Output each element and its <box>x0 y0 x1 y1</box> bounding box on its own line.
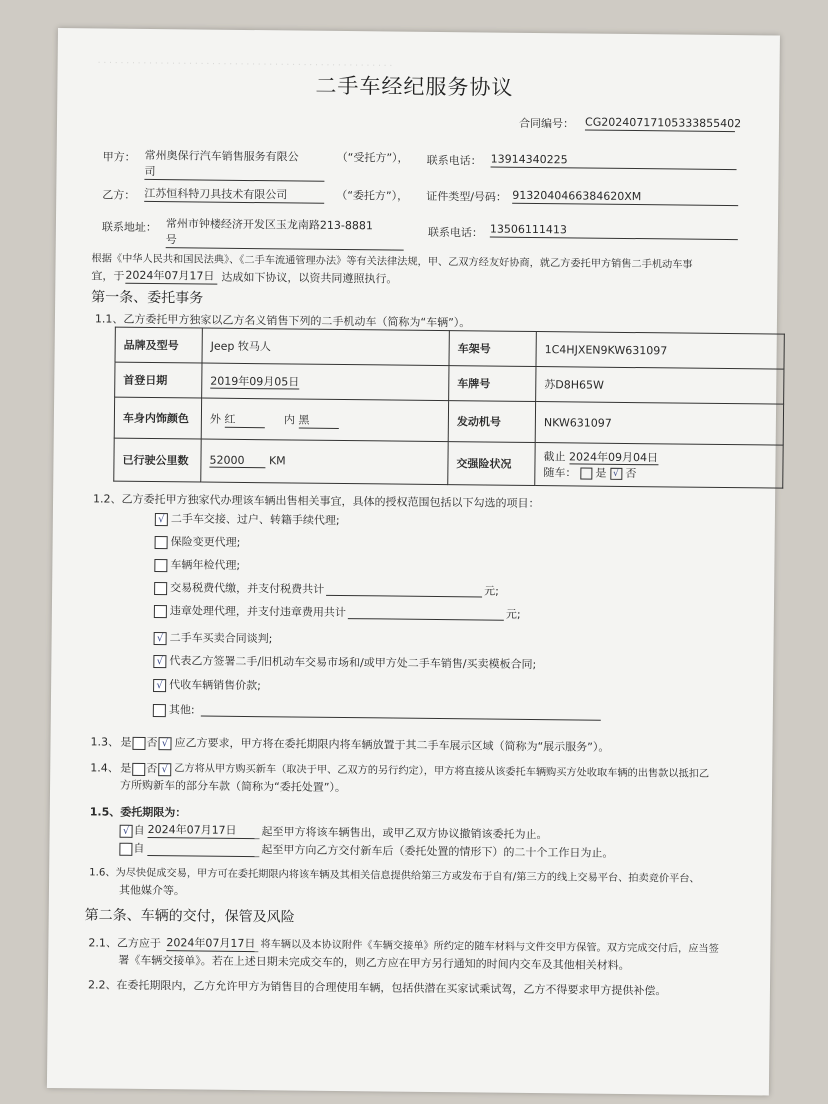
violation-amount-line[interactable] <box>348 618 504 621</box>
option-label-negotiation: 二手车买卖合同谈判; <box>169 631 273 646</box>
preamble-line2-post: 达成如下协议，以资共同遵照执行。 <box>221 270 398 286</box>
term-b-date-line[interactable] <box>147 855 259 857</box>
mileage-label: 已行驶公里数 <box>114 438 201 482</box>
option-label-insurance: 保险变更代理; <box>170 535 241 549</box>
clause-2-1-line2: 署《车辆交接单》。若在上述日期未完成交车的，则乙方应在甲方另行通知的时间内交车及其他相关材料。 <box>118 953 630 973</box>
insurance-label: 交强险状况 <box>448 442 535 486</box>
vin-label: 车架号 <box>449 331 536 367</box>
option-checkbox-insurance[interactable] <box>155 536 168 549</box>
party-b-phone-label: 联系电话： <box>427 225 483 240</box>
clause-1-3-yes-checkbox[interactable] <box>132 737 145 750</box>
clause-1-6-line2: 其他媒介等。 <box>118 883 186 898</box>
tax-amount-line[interactable] <box>326 595 482 598</box>
party-b-address-label: 联系地址： <box>101 220 157 235</box>
contract-no-value: CG20240717105333855402 <box>584 115 742 131</box>
clause-1-3-no: 否 <box>146 735 158 750</box>
term-b-text: 起至甲方向乙方交付新车后（委托处置的情形下）的二十个工作日为止。 <box>261 843 614 860</box>
option-label-other: 其他: <box>168 703 195 717</box>
clause-1-4-yes-checkbox[interactable] <box>132 763 145 776</box>
party-b-role: （“委托方”）， <box>336 188 409 203</box>
table-row <box>114 438 783 488</box>
party-b-id-label: 证件类型/号码： <box>426 189 508 204</box>
party-b-phone: 13506111413 <box>490 223 738 241</box>
table-row <box>114 397 783 445</box>
clause-1-4-no-checkbox[interactable]: √ <box>158 763 171 776</box>
clause-1-3-number: 1.3、 <box>90 735 120 749</box>
bleed-through-text: · · · · · · · · · · · · · · · · · · · · · · · · · · · · · · · · · · · · · · · · · · · · · · · · · · · · <box>97 58 393 72</box>
brand-label: 品牌及型号 <box>115 327 202 363</box>
vehicle-info-table <box>113 327 785 489</box>
clause-1-4-line2: 方所购新车的部分车款（简称为“委托处置”）。 <box>120 778 347 795</box>
clause-2-2: 2.2、在委托期限内，乙方允许甲方为销售目的合理使用车辆，包括供潜在买家试乘试驾，乙方不得要求甲方提供补偿。 <box>87 978 667 998</box>
option-label-inspection: 车辆年检代理; <box>170 558 241 572</box>
party-a-phone: 13914340225 <box>491 153 737 171</box>
engine-value: NKW631097 <box>535 402 783 446</box>
clause-1-3-no-checkbox[interactable]: √ <box>158 737 171 750</box>
clause-1-4-number: 1.4、 <box>90 761 119 775</box>
other-line[interactable] <box>201 716 601 721</box>
term-a-date: 2024年07月17日 <box>148 823 260 839</box>
mileage-value: 52000 <box>209 454 265 469</box>
option-suffix-violation: 元; <box>505 607 521 621</box>
interior-label: 内 <box>283 412 295 427</box>
option-checkbox-tax[interactable] <box>154 582 167 595</box>
clause-2-1-date: 2024年07月17日 <box>166 936 258 952</box>
party-b-address-line1: 常州市钟楼经济开发区玉龙南路213-8881 <box>165 217 373 233</box>
clause-1-4-line1: 乙方将从甲方购买新车（取决于甲、乙双方的另行约定），甲方将直接从该委托车辆购买方处收取车辆的出售款以抵扣乙 <box>174 763 710 780</box>
option-label-tax: 交易税费代缴，并支付税费共计 <box>170 581 325 596</box>
term-a-text: 起至甲方将该车辆售出，或甲乙双方协议撤销该委托为止。 <box>261 825 548 842</box>
option-checkbox-collect[interactable]: √ <box>153 679 166 692</box>
reg-date-label: 首登日期 <box>115 362 202 398</box>
mileage-unit: KM <box>268 454 286 468</box>
term-a-pre: 自 <box>133 823 145 837</box>
party-a-phone-label: 联系电话： <box>426 153 482 168</box>
contract-no-label: 合同编号： <box>518 116 575 131</box>
term-a-checkbox[interactable]: √ <box>120 825 133 838</box>
engine-label: 发动机号 <box>448 401 535 443</box>
preamble-line2-pre: 宜，于 <box>91 269 125 283</box>
party-b-name: 江苏恒科特刀具技术有限公司 <box>144 187 324 204</box>
with-car-yes-label: 是 <box>595 466 607 480</box>
with-car-label: 随车： <box>543 466 577 480</box>
insurance-date: 2024年09月04日 <box>568 450 659 465</box>
option-suffix-tax: 元; <box>484 584 499 598</box>
clause-1-4-no: 否 <box>146 761 158 776</box>
exterior-label: 外 <box>209 412 221 426</box>
option-label-collect: 代收车辆销售价款; <box>169 678 261 693</box>
reg-date-cell <box>202 363 449 401</box>
clause-1-4-yes: 是 <box>120 761 132 775</box>
option-checkbox-inspection[interactable] <box>154 559 167 572</box>
clause-2-1-pre: 2.1、乙方应于 <box>88 936 161 951</box>
insurance-pre: 截止 <box>543 450 566 464</box>
option-label-sign: 代表乙方签署二手/旧机动车交易市场和/或甲方处二手车销售/买卖模板合同; <box>169 654 537 672</box>
insurance-cell <box>535 443 783 489</box>
brand-value: Jeep 牧马人 <box>202 328 449 366</box>
party-b-id-value: 9132040466384620XM <box>512 189 738 206</box>
party-a-role: （“受托方”）， <box>336 150 409 165</box>
vin-value: 1C4HJXEN9KW631097 <box>536 332 784 370</box>
exterior-value: 红 <box>224 410 264 427</box>
clause-1-3-yes: 是 <box>120 735 132 749</box>
option-checkbox-negotiation[interactable]: √ <box>154 632 167 645</box>
party-a-name-line2: 司 <box>144 165 324 182</box>
term-b-checkbox[interactable] <box>119 843 132 856</box>
option-checkbox-transfer[interactable]: √ <box>155 513 168 526</box>
interior-value: 黑 <box>298 411 338 428</box>
section1-heading: 第一条、委托事务 <box>91 289 204 307</box>
preamble-line1: 根据《中华人民共和国民法典》、《二手车流通管理办法》等有关法律法规，甲、乙双方经友好协商，就乙方委托甲方销售二手机动车事 <box>91 253 693 271</box>
option-label-violation: 违章处理代理，并支付违章费用共计 <box>169 604 346 620</box>
term-b-pre: 自 <box>133 841 145 855</box>
plate-label: 车牌号 <box>449 366 536 402</box>
party-b-label: 乙方： <box>102 188 136 202</box>
clause-1-3-text: 应乙方要求，甲方将在委托期限内将车辆放置于其二手车展示区域（简称为“展示服务”）。 <box>174 736 610 754</box>
plate-value: 苏D8H65W <box>536 367 784 405</box>
option-checkbox-violation[interactable] <box>154 605 167 618</box>
option-checkbox-other[interactable] <box>153 704 166 717</box>
document-title: 二手车经纪服务协议 <box>315 73 514 100</box>
clause-1-5-heading: 1.5、委托期限为： <box>89 805 187 820</box>
option-checkbox-sign[interactable]: √ <box>153 655 166 668</box>
mileage-cell <box>201 439 448 485</box>
preamble-date: 2024年07月17日 <box>125 269 217 285</box>
with-car-no-label: 否 <box>625 466 637 481</box>
clause-1-6-line1: 1.6、为尽快促成交易，甲方可在委托期限内将该车辆及其相关信息提供给第三方或发布于自有/第三方的线上交易平台、拍卖竞价平台、 <box>89 867 700 885</box>
clause-1-2: 1.2、乙方委托甲方独家代办理该车辆出售相关事宜，具体的授权范围包括以下勾选的项目： <box>93 492 540 511</box>
color-cell <box>201 398 448 442</box>
clause-2-1-line1: 将车辆以及本协议附件《车辆交接单》所约定的随车材料与文件交甲方保管。双方完成交付后，应当签 <box>260 939 719 955</box>
color-label: 车身内饰颜色 <box>114 397 201 439</box>
with-car-yes-checkbox[interactable] <box>580 467 592 479</box>
party-b-address-line2: 号 <box>166 233 404 250</box>
reg-date-value: 2019年09月05日 <box>210 374 300 389</box>
with-car-no-checkbox[interactable]: √ <box>610 468 622 480</box>
section2-heading: 第二条、车辆的交付，保管及风险 <box>84 907 295 926</box>
party-a-name-line1: 常州奥保行汽车销售服务有限公 <box>144 148 299 164</box>
option-label-transfer: 二手车交接、过户、转籍手续代理; <box>170 512 340 527</box>
party-a-label: 甲方： <box>102 150 136 164</box>
contract-paper <box>47 28 780 1096</box>
clause-1-1: 1.1、乙方委托甲方独家以乙方名义销售下列的二手机动车（简称为“车辆”）。 <box>94 312 471 330</box>
